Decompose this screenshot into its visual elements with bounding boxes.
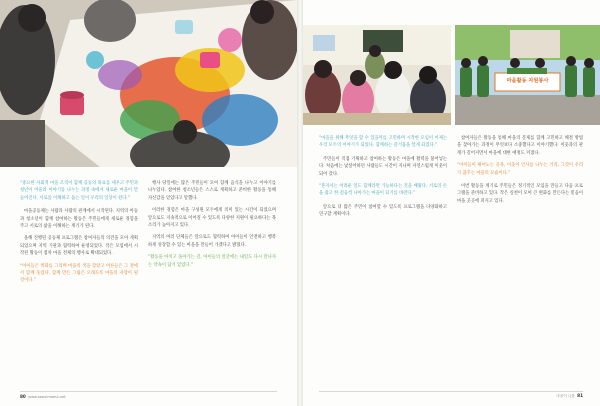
pull-quote: “마을을 위해 무엇을 할 수 있을까를 고민하며 시작한 모임이 이제는 우리 모두의 이야기가 되었다. 함께하는 즐거움을 알게 되었다.” bbox=[319, 136, 447, 149]
page-footer bbox=[556, 393, 583, 399]
body-paragraph: 참여자들은 활동을 통해 마을의 문제를 함께 고민하고 해결 방법을 찾아가는 과정이 무엇보다 소중했다고 이야기했다. 이웃과의 관계가 깊어지면서 마을에 대한 애정도 커졌다. bbox=[457, 136, 583, 156]
body-paragraph: 앞으로 더 많은 주민이 참여할 수 있도록 프로그램을 다양화하고 연구할 계획이다. bbox=[319, 204, 447, 218]
body-paragraph: 주민들이 직접 기획하고 참여하는 활동은 마을에 활력을 불어넣는다. 처음에는 낯설어하던 사람들도 시간이 지나며 자연스럽게 이웃이 되어 갔다. bbox=[319, 156, 447, 177]
banner-text: 마을활동 자원봉사 bbox=[506, 78, 549, 84]
pull-quote: “아이들이 뛰어노는 골목, 이웃이 인사를 나누는 거리, 그것이 우리가 꿈꾸는 마을의 모습이다.” bbox=[457, 163, 583, 176]
footer-website: www.seoulmaeul.net bbox=[28, 395, 66, 399]
body-paragraph: 지역의 여러 단체들은 앞으로도 협력하여 아이들이 안전하고 행복하게 성장할 수 있는 마을을 만들어 가겠다고 밝혔다. bbox=[148, 235, 276, 248]
right-column-2 bbox=[457, 135, 583, 210]
footer-rule bbox=[319, 391, 583, 392]
footer-rule bbox=[20, 391, 277, 392]
body-paragraph: 올해 진행된 공동체 프로그램은 참여자들의 의견을 모아 계획되었으며 지역 기관과 협력하여 운영되었다. 작은 모임에서 시작된 활동이 점차 마을 전체의 행사로 확대되었다. bbox=[20, 236, 138, 257]
body-paragraph: 마을공동체는 사람과 사람의 관계에서 시작된다. 지역의 아동과 청소년이 함께 참여하는 활동은 주민들에게 새로운 경험을 주고 서로의 삶을 이해하는 계기가 된다. bbox=[20, 209, 138, 230]
left-column-2 bbox=[148, 180, 276, 275]
pull-quote: “아이들은 벽화를 그리며 마을의 색을 찾았고 어른들은 그 곁에서 함께 웃었다. 함께 만든 그림은 오래도록 마을의 자랑이 될 것이다.” bbox=[20, 263, 138, 284]
body-paragraph: 이번 활동을 계기로 주민들은 정기적인 모임을 만들고 다음 프로그램을 준비하고 있다. 작은 실천이 모여 큰 변화를 만든다는 믿음이 마을 곳곳에 퍼지고 있다. bbox=[457, 184, 583, 204]
body-paragraph: 행사 당일에는 많은 주민들이 모여 함께 음식을 나누고 이야기를 나누었다. 참여한 청소년들은 스스로 계획하고 준비한 활동을 통해 자신감을 얻었다고 말했다. bbox=[148, 181, 276, 201]
left-page bbox=[0, 0, 297, 406]
group-banner-photo bbox=[455, 25, 600, 125]
mural-painting-photo bbox=[0, 0, 297, 167]
right-column-1 bbox=[319, 135, 447, 224]
page-footer bbox=[20, 394, 66, 399]
left-column-1 bbox=[20, 180, 138, 291]
body-paragraph: 이러한 경험은 마을 구성원 모두에게 의미 있는 시간이 되었으며 앞으로도 지속적으로 이어질 수 있도록 다양한 지원이 필요하다는 목소리가 높아지고 있다. bbox=[148, 208, 276, 229]
page-number: 81 bbox=[577, 393, 583, 398]
pull-quote: “혼자서는 어려운 일도 함께라면 가능하다는 것을 배웠다. 서로의 손을 잡고 한 걸음씩 나아가는 마을이 되기를 바란다.” bbox=[319, 184, 447, 197]
footer-section: 마을이 나를 bbox=[556, 394, 575, 398]
classroom-photo bbox=[303, 25, 451, 125]
pull-quote: “중요한 사회적 마을 조직이 함께 공동의 목표를 세우고 주민과 청년이 어울려 이야기를 나누는 과정 속에서 새로운 마을이 만들어진다. 서로를 이해하고 돕는 일이 우리의 일상이 된다.” bbox=[20, 181, 138, 201]
page-number: 80 bbox=[20, 394, 26, 399]
pull-quote: “활동을 마치고 돌아가는 길, 아이들의 얼굴에는 내일도 다시 만나자는 약속이 담겨 있었다.” bbox=[148, 255, 276, 268]
right-page bbox=[303, 0, 600, 406]
